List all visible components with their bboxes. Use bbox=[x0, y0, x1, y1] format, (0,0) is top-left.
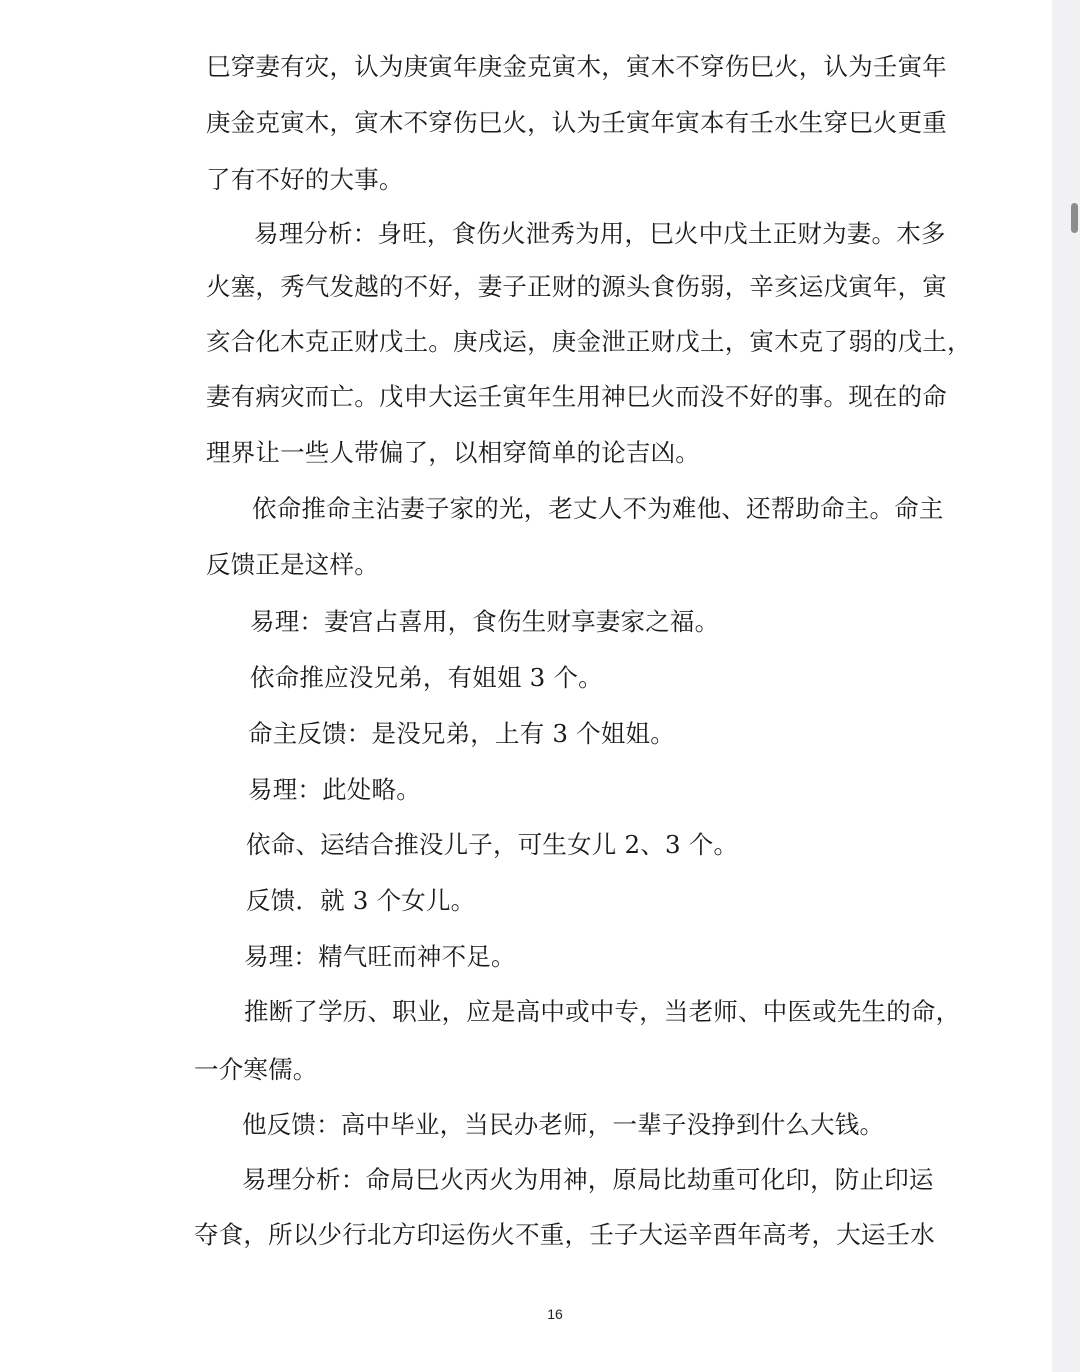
text-line: 命主反馈：是没兄弟，上有 3 个姐姐。 bbox=[248, 719, 675, 748]
text-line: 一介寒儒。 bbox=[194, 1055, 318, 1084]
text-line: 易理：妻宫占喜用，食伤生财享妻家之福。 bbox=[250, 607, 720, 636]
text-line: 依命推命主沾妻子家的光，老丈人不为难他、还帮助命主。命主 bbox=[252, 494, 944, 523]
scrollbar-thumb[interactable] bbox=[1071, 203, 1078, 233]
text-line: 易理分析：命局巳火丙火为用神，原局比劫重可化印，防止印运 bbox=[242, 1165, 934, 1194]
text-line: 推断了学历、职业，应是高中或中专，当老师、中医或先生的命， bbox=[244, 997, 961, 1026]
text-line: 庚金克寅木，寅木不穿伤巳火，认为壬寅年寅本有壬水生穿巳火更重 bbox=[206, 108, 947, 137]
scrollbar-track[interactable] bbox=[1052, 0, 1080, 1372]
page-number: 16 bbox=[547, 1306, 563, 1322]
text-line: 易理：此处略。 bbox=[248, 775, 421, 804]
text-line: 易理分析：身旺，食伤火泄秀为用，巳火中戊土正财为妻。木多 bbox=[254, 219, 946, 248]
text-line: 火塞，秀气发越的不好，妻子正财的源头食伤弱，辛亥运戊寅年，寅 bbox=[206, 272, 947, 301]
text-line: 妻有病灾而亡。戊申大运壬寅年生用神巳火而没不好的事。现在的命 bbox=[206, 382, 947, 411]
text-line: 反馈．就 3 个女儿。 bbox=[246, 886, 476, 915]
text-line: 亥合化木克正财戊土。庚戌运，庚金泄正财戊土，寅木克了弱的戊土， bbox=[206, 327, 972, 356]
text-line: 依命推应没兄弟，有姐姐 3 个。 bbox=[250, 663, 603, 692]
text-line: 依命、运结合推没儿子，可生女儿 2、3 个。 bbox=[246, 830, 739, 859]
text-line: 巳穿妻有灾，认为庚寅年庚金克寅木，寅木不穿伤巳火，认为壬寅年 bbox=[206, 52, 947, 81]
text-line: 易理：精气旺而神不足。 bbox=[244, 942, 516, 971]
text-line: 夺食，所以少行北方印运伤火不重，壬子大运辛酉年高考，大运壬水 bbox=[194, 1220, 935, 1249]
text-line: 理界让一些人带偏了，以相穿简单的论吉凶。 bbox=[206, 438, 700, 467]
text-line: 了有不好的大事。 bbox=[206, 165, 404, 194]
text-line: 反馈正是这样。 bbox=[206, 550, 379, 579]
text-line: 他反馈：高中毕业，当民办老师，一辈子没挣到什么大钱。 bbox=[242, 1110, 885, 1139]
